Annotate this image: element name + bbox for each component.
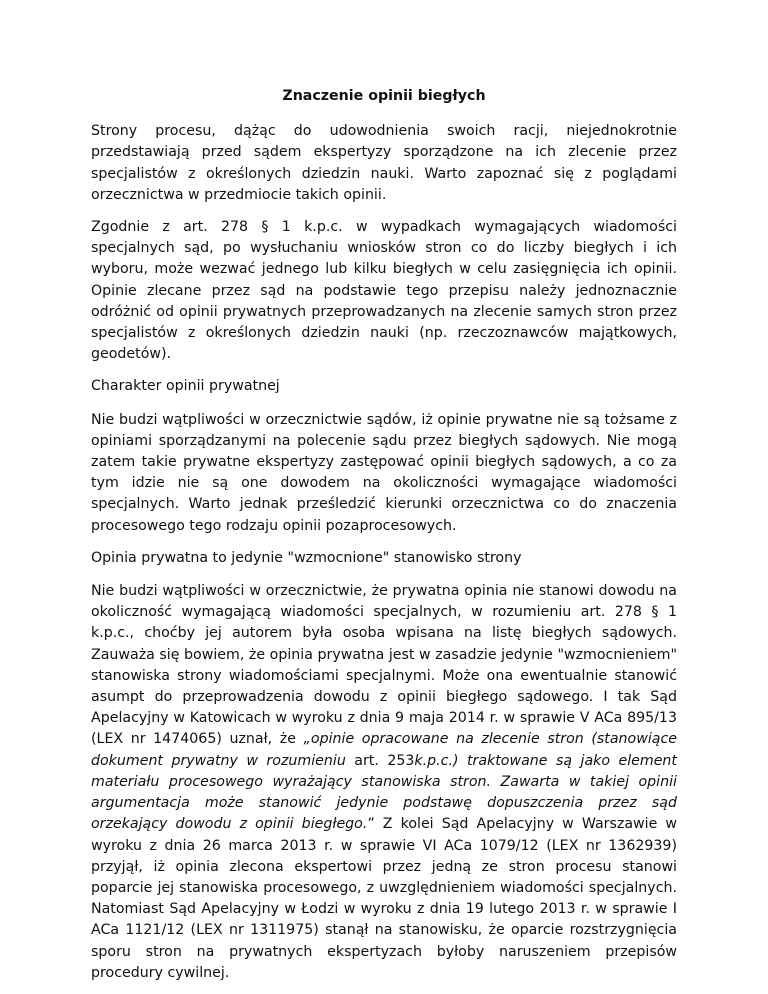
quote-part-a: „opinie opracowane na zlecenie stron (stanowiące dokument prywatny w rozumieniu (91, 731, 678, 769)
section-heading-private-opinion: Charakter opinii prywatnej (91, 378, 280, 395)
case-law-text-part1: Nie budzi wątpliwości w orzecznictwie, że prywatna opinia nie stanowi dowodu na okoliczność wymagającą wiadomości specjalnych, w rozumieniu art. 278 § 1 k.p.c., choćby jej autorem była osoba wpisana na listę biegłych sądowych. Zauważa się bowiem, że opinia prywatna jest w zasadzie jedynie "wzmocnieniem" stanowiska strony wiadomościami specjalnymi. Może ona ewentualnie stanowić asumpt do przeprowadzenia dowodu z opinii biegłego sądowego. I tak Sąd Apelacyjny w Katowicach w wyroku z dnia 9 maja 2014 r. w sprawie V ACa 895/13 (LEX nr 1474065) uznał, że (91, 583, 677, 748)
paragraph-case-law (91, 581, 677, 984)
quote-part-b: k.p.c.) traktowane są jako element materiału procesowego wyrażający stanowiska stron. Zawarta w takiej opinii argumentacja może stanowić jedynie podstawę dopuszczenia przez sąd orzekający dowodu z opinii biegłego. (91, 752, 677, 833)
document-title: Znaczenie opinii biegłych (282, 88, 486, 104)
paragraph-private-opinion-character: Nie budzi wątpliwości w orzecznictwie sądów, iż opinie prywatne nie są tożsame z opiniami sporządzanymi na polecenie sądu przez biegłych sądowych. Nie mogą zatem takie prywatne ekspertyzy zastępować opinii biegłych sądowych, a co za tym idzie nie są one dowodem na okoliczności wymagające wiadomości specjalnych. Warto jednak prześledzić kierunki orzecznictwa co do znaczenia procesowego tego rodzaju opinii pozaprocesowych. (91, 411, 677, 534)
case-law-text-part2: ” Z kolei Sąd Apelacyjny w Warszawie w wyroku z dnia 26 marca 2013 r. w sprawie VI ACa 1079/12 (LEX nr 1362939) przyjął, iż opinia zlecona ekspertowi przez jedną ze stron procesu stanowi poparcie jej stanowiska procesowego, z uwzględnieniem wiadomości specjalnych. Natomiast Sąd Apelacyjny w Łodzi w wyroku z dnia 19 lutego 2013 r. w sprawie I ACa 1121/12 (LEX nr 1311975) stanął na stanowisku, że oparcie rozstrzygnięcia sporu stron na prywatnych ekspertyzach byłoby naruszeniem przepisów procedury cywilnej. (91, 816, 677, 981)
paragraph-art-278: Zgodnie z art. 278 § 1 k.p.c. w wypadkach wymagających wiadomości specjalnych sąd, po wysłuchaniu wniosków stron co do liczby biegłych i ich wyboru, może wezwać jednego lub kilku biegłych w celu zasięgnięcia ich opinii. Opinie zlecane przez sąd na podstawie tego przepisu należy jednoznacznie odróżnić od opinii prywatnych przeprowadzanych na zlecenie samych stron przez specjalistów z określonych dziedzin nauki (np. rzeczoznawców majątkowych, geodetów). (91, 219, 677, 363)
paragraph-intro: Strony procesu, dążąc do udowodnienia swoich racji, niejednokrotnie przedstawiają przed sądem ekspertyzy sporządzone na ich zlecenie przez specjalistów z określonych dziedzin nauki. Warto zapoznać się z poglądami orzecznictwa w przedmiocie takich opinii. (91, 123, 677, 203)
article-reference: art. 253 (354, 752, 415, 769)
section-heading-strengthened-position: Opinia prywatna to jedynie "wzmocnione" stanowisko strony (91, 549, 522, 566)
